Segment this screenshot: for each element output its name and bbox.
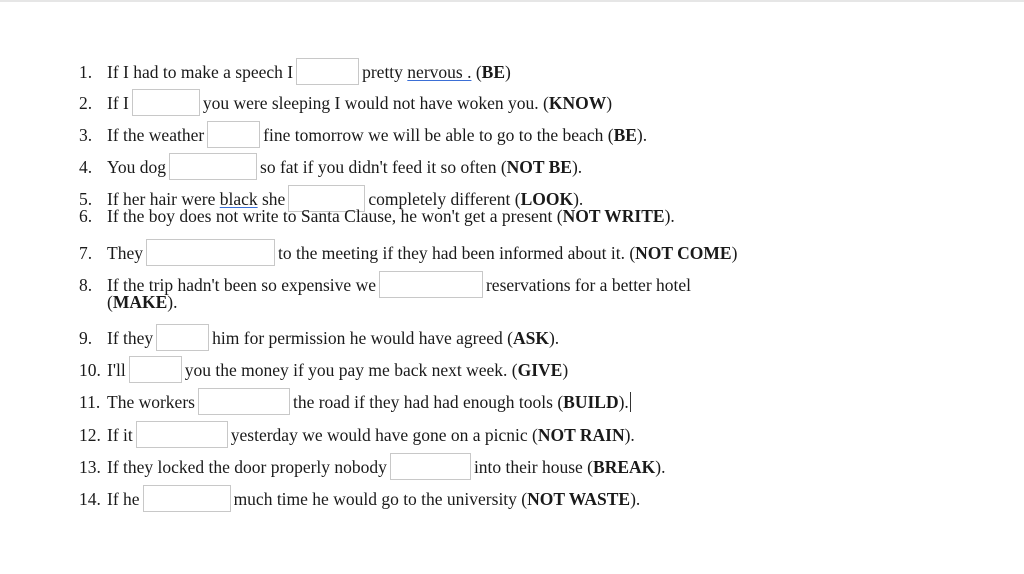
item-text: If it — [107, 425, 133, 445]
exercise-item-13 — [79, 453, 665, 480]
verb-hint: BE — [481, 62, 506, 82]
item-number: 4. — [79, 157, 93, 177]
item-text: ). — [624, 425, 635, 445]
verb-hint: BUILD — [563, 392, 619, 412]
item-text: completely different ( — [368, 189, 521, 209]
item-text: ) — [505, 62, 511, 82]
item-text: ). — [655, 457, 666, 477]
exercise-item-10 — [79, 356, 568, 383]
verb-hint: GIVE — [517, 360, 563, 380]
item-text: ). — [548, 328, 560, 348]
answer-blank[interactable] — [379, 271, 483, 298]
item-number: 11. — [79, 392, 101, 412]
exercise-item-4 — [79, 153, 582, 180]
item-number: 6. — [79, 206, 93, 226]
slide-top-border — [0, 0, 1024, 2]
answer-blank[interactable] — [198, 388, 290, 415]
item-text: ( — [107, 292, 113, 312]
exercise-item-1 — [79, 58, 511, 85]
exercise-item-8-continuation — [107, 292, 177, 312]
item-text: the road if they had had enough tools ( — [292, 392, 564, 412]
item-text: ). — [636, 125, 648, 145]
answer-blank[interactable] — [136, 421, 228, 448]
verb-hint: BREAK — [593, 457, 656, 477]
text-cursor — [630, 392, 631, 412]
item-text: ). — [618, 392, 629, 412]
item-text: reservations for a better hotel — [485, 275, 692, 295]
item-text: If her hair were — [107, 189, 220, 209]
item-number: 14. — [79, 489, 101, 509]
item-text: If he — [107, 489, 140, 509]
item-text: you the money if you pay me back next week. ( — [184, 360, 518, 380]
answer-blank[interactable] — [296, 58, 359, 85]
item-number: 9. — [79, 328, 93, 348]
answer-blank[interactable] — [146, 239, 275, 266]
item-text: ). — [630, 489, 641, 509]
item-text: much time he would go to the university ( — [233, 489, 528, 509]
item-text: I'll — [107, 360, 126, 380]
item-text: you were sleeping I would not have woken you. ( — [202, 93, 549, 113]
item-number: 1. — [79, 62, 93, 82]
item-text: If the weather — [107, 125, 205, 145]
answer-blank[interactable] — [143, 485, 231, 512]
item-text: ) — [731, 243, 738, 263]
verb-hint: NOT BE — [506, 157, 572, 177]
exercise-item-11 — [79, 388, 631, 415]
item-text: she — [257, 189, 286, 209]
item-text: yesterday we would have gone on a picnic ( — [230, 425, 538, 445]
item-text: You dog — [107, 157, 167, 177]
item-text: ). — [664, 206, 675, 226]
item-text: If the trip hadn't been so expensive we — [107, 275, 376, 295]
verb-hint: BE — [613, 125, 637, 145]
exercise-item-9 — [79, 324, 559, 351]
item-text: ). — [573, 189, 584, 209]
item-text: If they — [107, 328, 154, 348]
item-text: If the boy does not write to Santa Clause, he won't get a present ( — [107, 206, 563, 226]
item-text: ) — [606, 93, 613, 113]
answer-blank[interactable] — [207, 121, 260, 148]
item-text: The workers — [107, 392, 195, 412]
item-text: ). — [167, 292, 178, 312]
item-number: 7. — [79, 243, 93, 263]
exercise-item-3 — [79, 121, 647, 148]
verb-hint: NOT WRITE — [562, 206, 665, 226]
verb-hint: KNOW — [548, 93, 607, 113]
verb-hint: NOT WASTE — [527, 489, 631, 509]
item-number: 5. — [79, 189, 93, 209]
item-number: 12. — [79, 425, 101, 445]
exercise-item-2 — [79, 89, 612, 116]
verb-hint: MAKE — [112, 292, 168, 312]
answer-blank[interactable] — [169, 153, 257, 180]
exercise-item-6 — [79, 206, 675, 226]
verb-hint: NOT COME — [635, 243, 732, 263]
item-number: 8. — [79, 275, 93, 295]
answer-blank[interactable] — [132, 89, 200, 116]
item-text: If they locked the door properly nobody — [107, 457, 387, 477]
exercise-item-7 — [79, 239, 737, 266]
answer-blank[interactable] — [156, 324, 209, 351]
item-text: into their house ( — [473, 457, 594, 477]
item-number: 10. — [79, 360, 101, 380]
item-number: 2. — [79, 93, 93, 113]
item-text: ( — [471, 62, 482, 82]
item-text: to the meeting if they had been informed about it. ( — [277, 243, 636, 263]
item-text: ) — [562, 360, 569, 380]
exercise-item-14 — [79, 485, 640, 512]
answer-blank[interactable] — [390, 453, 471, 480]
verb-hint: LOOK — [520, 189, 574, 209]
answer-blank[interactable] — [129, 356, 182, 383]
item-text: If I — [107, 93, 129, 113]
spellcheck-underlined-word: black — [219, 189, 258, 209]
item-text: pretty — [362, 62, 408, 82]
item-text: If I had to make a speech I — [107, 62, 294, 82]
item-text: fine tomorrow we will be able to go to the beach ( — [263, 125, 614, 145]
item-text: him for permission he would have agreed ( — [212, 328, 513, 348]
verb-hint: ASK — [513, 328, 549, 348]
item-number: 3. — [79, 125, 93, 145]
verb-hint: NOT RAIN — [537, 425, 625, 445]
item-number: 13. — [79, 457, 101, 477]
item-text: so fat if you didn't feed it so often ( — [260, 157, 507, 177]
spellcheck-underlined-word: nervous . — [407, 62, 472, 82]
item-text: ). — [571, 157, 583, 177]
exercise-item-12 — [79, 421, 635, 448]
item-text: They — [107, 243, 143, 263]
